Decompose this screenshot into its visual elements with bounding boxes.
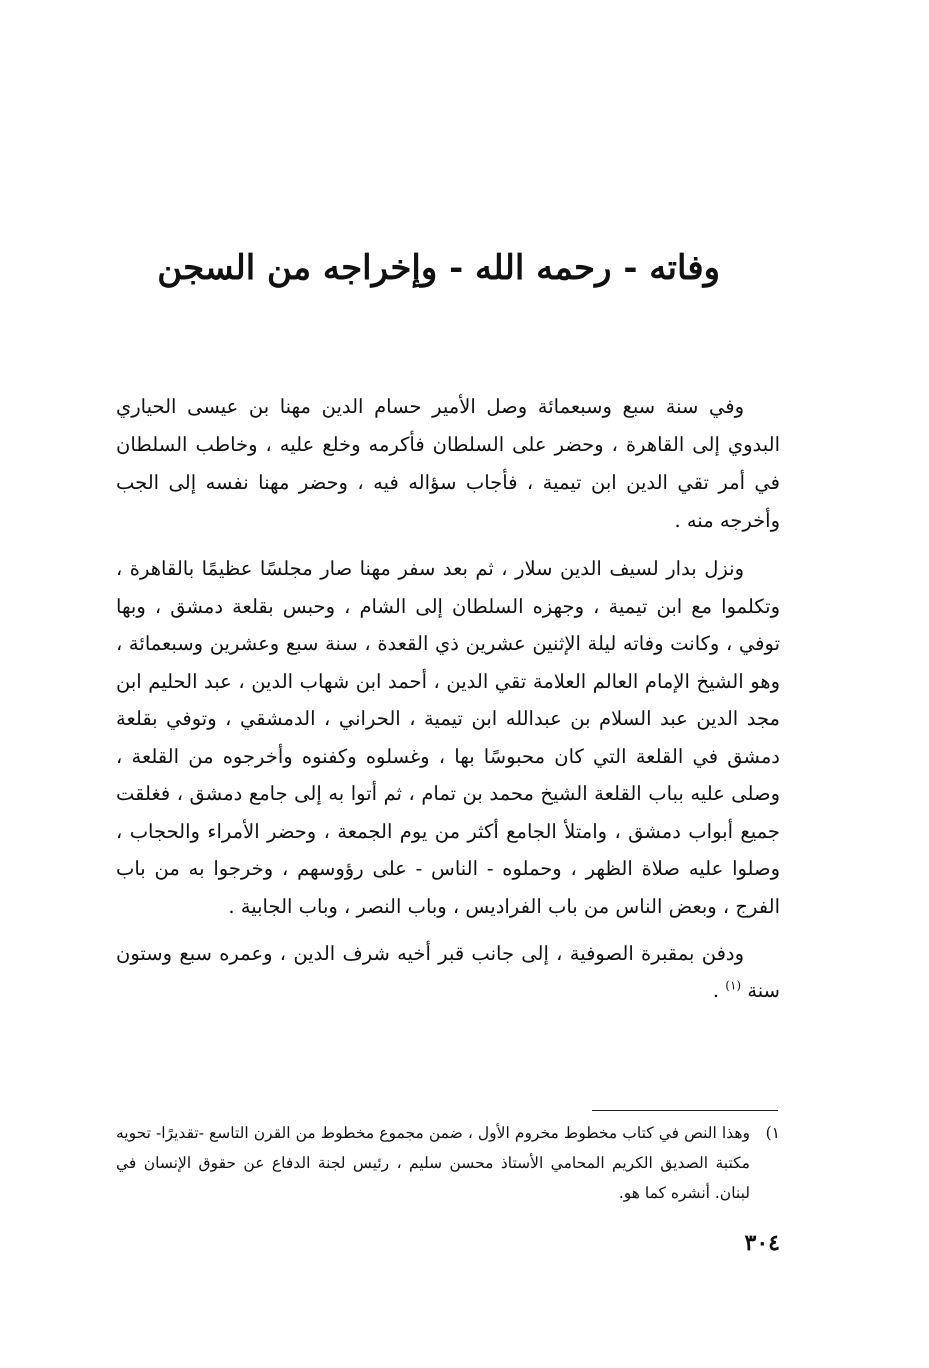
- footnote: [116, 1118, 780, 1208]
- paragraph-3-end: .: [712, 979, 726, 1002]
- footnote-number: ١): [765, 1124, 780, 1142]
- footnote-text: وهذا النص في كتاب مخطوط مخروم الأول ، ضمن مجموع مخطوط من القرن التاسع -تقديرًا- تحويه مكتبة الصديق الكريم المحامي الأستاذ محسن سليم ، رئيس لجنة الدفاع عن حقوق الإنسان في لبنان. أنشره كما هو.: [116, 1124, 750, 1202]
- paragraph-2-text: ونزل بدار لسيف الدين سلار ، ثم بعد سفر مهنا صار مجلسًا عظيمًا بالقاهرة ، وتكلموا مع ابن تيمية ، وجهزه السلطان إلى الشام ، وحبس بقلعة دمشق ، وبها توفي ، وكانت وفاته ليلة الإثنين عشرين ذي القعدة ، سنة سبع وعشرين وسبعمائة ، وهو الشيخ الإمام العالم العلامة تقي الدين ، أحمد ابن شهاب الدين ، عبد الحليم ابن مجد الدين عبد السلام بن عبدالله ابن تيمية ، الحراني ، الدمشقي ، وتوفي بقلعة دمشق في القلعة التي كان محبوسًا بها ، وغسلوه وكفنوه وأخرجوه من القلعة ، وصلى عليه بباب القلعة الشيخ محمد بن تمام ، ثم أتوا به إلى جامع دمشق ، فغلقت جميع أبواب دمشق ، وامتلأ الجامع أكثر من يوم الجمعة ، وحضر الأمراء والحجاب ، وصلوا عليه صلاة الظهر ، وحملوه - الناس - على رؤوسهم ، وخرجوا به من باب الفرج ، وبعض الناس من باب الفراديس ، وباب النصر ، وباب الجابية .: [116, 557, 780, 918]
- page-number: ٣٠٤: [744, 1230, 780, 1256]
- paragraph-1: [116, 388, 780, 540]
- paragraph-3-text: ودفن بمقبرة الصوفية ، إلى جانب قبر أخيه شرف الدين ، وعمره سبع وستون سنة: [116, 942, 780, 1002]
- footnote-separator: [592, 1110, 778, 1111]
- chapter-title: وفاته - رحمه الله - وإخراجه من السجن: [157, 248, 720, 288]
- paragraph-2: [116, 550, 780, 925]
- body-text: [116, 388, 780, 1009]
- paragraph-3: [116, 935, 780, 1009]
- paragraph-1-text: وفي سنة سبع وسبعمائة وصل الأمير حسام الدين مهنا بن عيسى الحياري البدوي إلى القاهرة ، وحضر على السلطان فأكرمه وخلع عليه ، وخاطب السلطان في أمر تقي الدين ابن تيمية ، فأجاب سؤاله فيه ، وحضر مهنا نفسه إلى الجب وأخرجه منه .: [116, 395, 780, 532]
- footnote-reference: (١): [725, 978, 742, 993]
